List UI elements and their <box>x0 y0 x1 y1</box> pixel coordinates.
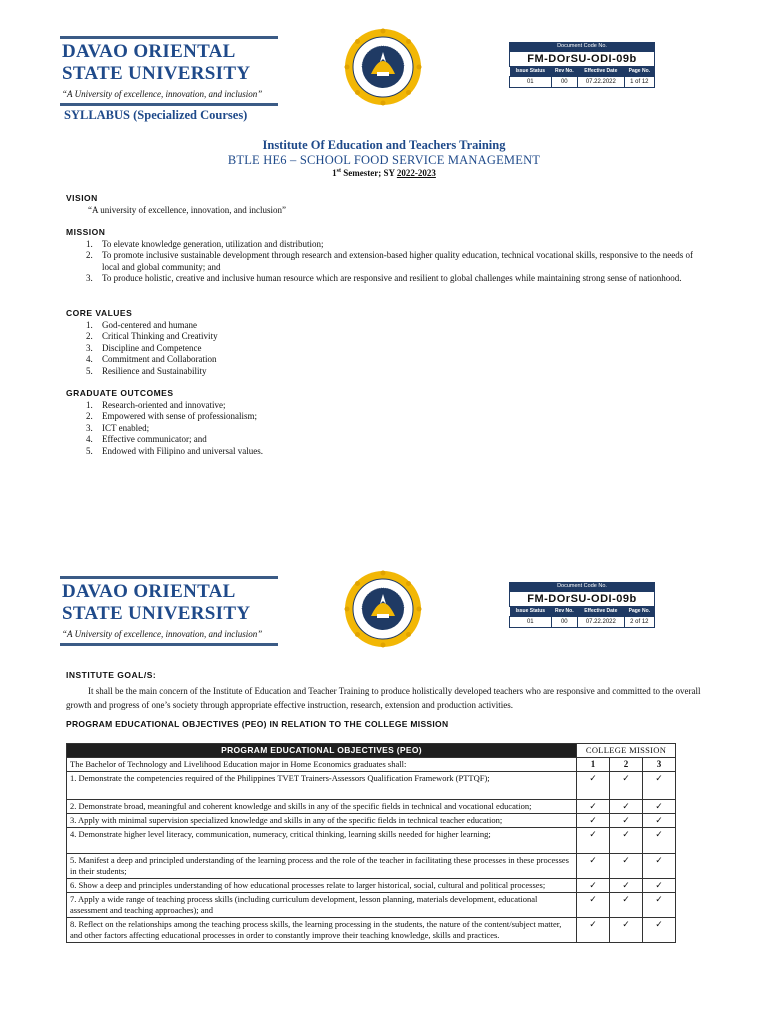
university-motto: “A University of excellence, innovation, and inclusion” <box>62 89 263 99</box>
university-motto: “A University of excellence, innovation, and inclusion” <box>62 629 263 639</box>
check-mark: ✓ <box>577 918 610 943</box>
core-values-section <box>66 308 706 377</box>
mission-col-3: 3 <box>643 758 676 772</box>
semester-line <box>0 168 768 178</box>
semester-number: 1 <box>332 168 337 178</box>
list-item: 3. Discipline and Competence <box>86 342 202 353</box>
vision-section <box>66 193 706 216</box>
check-mark: ✓ <box>643 918 676 943</box>
document-code-box <box>509 582 655 628</box>
list-item: 2. Critical Thinking and Creativity <box>86 331 218 341</box>
issue-status-value: 01 <box>510 616 552 627</box>
institute-goal-text: It shall be the main concern of the Institute of Education and Teacher Training to produce holistically developed teachers who are responsive and committed to the overall growth and progress of one’s society through appropriate effective instruction, research, extension and production activities. <box>66 685 701 710</box>
check-mark: ✓ <box>610 879 643 893</box>
university-block <box>60 576 278 646</box>
check-mark: ✓ <box>610 828 643 854</box>
institute-goal-section <box>66 670 706 712</box>
check-mark: ✓ <box>577 879 610 893</box>
mission-col-1: 1 <box>577 758 610 772</box>
document-status-table <box>509 67 655 88</box>
semester-suffix: st <box>336 168 341 174</box>
effective-date-value: 07.22.2022 <box>577 76 624 87</box>
table-row <box>67 893 676 918</box>
mission-col-2: 2 <box>610 758 643 772</box>
rev-no-header: Rev No. <box>551 67 577 76</box>
check-mark: ✓ <box>610 893 643 918</box>
mission-heading: MISSION <box>66 227 106 237</box>
list-item: 5. Resilience and Sustainability <box>86 365 207 376</box>
issue-status-header: Issue Status <box>510 607 552 616</box>
table-header-row <box>67 744 676 758</box>
page-no-header: Page No. <box>624 607 654 616</box>
list-item: 1. Research-oriented and innovative; <box>86 399 226 410</box>
mission-list <box>86 239 706 285</box>
check-mark: ✓ <box>643 893 676 918</box>
check-mark: ✓ <box>610 800 643 814</box>
syllabus-label: SYLLABUS (Specialized Courses) <box>64 108 248 122</box>
table-row <box>67 828 676 854</box>
rev-no-value: 00 <box>551 76 577 87</box>
page-no-header: Page No. <box>624 67 654 76</box>
semester-text: Semester; SY <box>340 168 397 178</box>
effective-date-header: Effective Date <box>577 607 624 616</box>
peo-table <box>66 743 676 943</box>
check-mark: ✓ <box>643 854 676 879</box>
list-item: 1. To elevate knowledge generation, utilization and distribution; <box>86 238 324 249</box>
check-mark: ✓ <box>577 814 610 828</box>
university-block <box>60 36 278 106</box>
table-row <box>67 758 676 772</box>
check-mark: ✓ <box>610 854 643 879</box>
page2-header <box>0 540 768 660</box>
document-code-box <box>509 42 655 88</box>
check-mark: ✓ <box>610 772 643 800</box>
list-item: 2. To promote inclusive sustainable development through research and extension-based higher quality education, technical vocational skills, responsive to the needs of local and global community; and <box>86 250 693 272</box>
table-row <box>67 918 676 943</box>
check-mark: ✓ <box>643 828 676 854</box>
list-item: 5. Endowed with Filipino and universal values. <box>86 445 263 456</box>
list-item: 3. To produce holistic, creative and inclusive human resource which are responsive and resilient to global challenges while maintaining strong sense of nationhood. <box>86 273 682 283</box>
check-mark: ✓ <box>643 879 676 893</box>
list-item: 2. Empowered with sense of professionalism; <box>86 411 257 421</box>
graduate-outcomes-list <box>86 400 706 458</box>
issue-status-value: 01 <box>510 76 552 87</box>
peo-item: 7. Apply a wide range of teaching process skills (including curriculum development, lesson planning, materials development, educational assessment and teaching approaches); and <box>67 893 577 918</box>
school-year: 2022-2023 <box>396 168 436 178</box>
check-mark: ✓ <box>610 814 643 828</box>
course-title: BTLE HE6 – SCHOOL FOOD SERVICE MANAGEMENT <box>227 153 541 167</box>
university-name-line2: STATE UNIVERSITY <box>62 63 251 84</box>
college-mission-header: COLLEGE MISSION <box>577 744 676 758</box>
effective-date-header: Effective Date <box>577 67 624 76</box>
core-values-list <box>86 320 706 378</box>
university-name-line1: DAVAO ORIENTAL <box>62 41 236 62</box>
table-row <box>67 772 676 800</box>
peo-item: 5. Manifest a deep and principled understanding of the learning process and the role of the teacher in facilitating these processes in these processes in their students; <box>67 854 577 879</box>
check-mark: ✓ <box>577 893 610 918</box>
university-name-line1: DAVAO ORIENTAL <box>62 581 236 602</box>
list-item: 3. ICT enabled; <box>86 422 150 433</box>
peo-item: 2. Demonstrate broad, meaningful and coherent knowledge and skills in any of the specific fields in technical and vocational education; <box>67 800 577 814</box>
check-mark: ✓ <box>577 800 610 814</box>
page1-header <box>0 0 768 120</box>
vision-text: “A university of excellence, innovation, and inclusion” <box>88 204 286 215</box>
document-code-value: FM-DOrSU-ODI-09b <box>509 591 655 607</box>
university-name-line2: STATE UNIVERSITY <box>62 603 251 624</box>
page-no-value: 1 of 12 <box>624 76 654 87</box>
institute-name: Institute Of Education and Teachers Training <box>262 138 506 152</box>
check-mark: ✓ <box>643 772 676 800</box>
check-mark: ✓ <box>577 772 610 800</box>
table-row <box>67 879 676 893</box>
university-seal-logo <box>344 28 422 106</box>
check-mark: ✓ <box>643 800 676 814</box>
peo-item: 3. Apply with minimal supervision specialized knowledge and skills in any of the specific fields in technical teacher education; <box>67 814 577 828</box>
check-mark: ✓ <box>643 814 676 828</box>
peo-item: 8. Reflect on the relationships among the teaching process skills, the learning processing in the students, the nature of the content/subject matter, and other factors affecting educational processes in order to constantly improve their teaching knowledge, skills and practices. <box>67 918 577 943</box>
graduate-outcomes-heading: GRADUATE OUTCOMES <box>66 388 174 398</box>
document-code-label: Document Code No. <box>509 42 655 51</box>
list-item: 4. Effective communicator; and <box>86 434 207 444</box>
university-seal-logo <box>344 570 422 648</box>
check-mark: ✓ <box>577 828 610 854</box>
peo-title: PROGRAM EDUCATIONAL OBJECTIVES (PEO) IN RELATION TO THE COLLEGE MISSION <box>66 719 449 729</box>
table-row <box>67 854 676 879</box>
rev-no-header: Rev No. <box>551 607 577 616</box>
peo-item: 6. Show a deep and principles understanding of how educational processes relate to larger historical, social, cultural and political processes; <box>67 879 577 893</box>
document-code-label: Document Code No. <box>509 582 655 591</box>
peo-item: 1. Demonstrate the competencies required of the Philippines TVET Trainers-Assessors Qualification Framework (PTTQF); <box>67 772 577 800</box>
peo-intro: The Bachelor of Technology and Livelihood Education major in Home Economics graduates shall: <box>67 758 577 772</box>
core-values-heading: CORE VALUES <box>66 308 133 318</box>
graduate-outcomes-section <box>66 388 706 457</box>
list-item: 1. God-centered and humane <box>86 319 197 330</box>
vision-heading: VISION <box>66 193 98 203</box>
document-status-table <box>509 607 655 628</box>
table-row <box>67 814 676 828</box>
page-no-value: 2 of 12 <box>624 616 654 627</box>
mission-section <box>66 227 706 285</box>
table-row <box>67 800 676 814</box>
document-code-value: FM-DOrSU-ODI-09b <box>509 51 655 67</box>
peo-item: 4. Demonstrate higher level literacy, communication, numeracy, critical thinking, learning skills needed for higher learning; <box>67 828 577 854</box>
check-mark: ✓ <box>577 854 610 879</box>
course-title-block <box>0 138 768 178</box>
check-mark: ✓ <box>610 918 643 943</box>
institute-goal-heading: INSTITUTE GOAL/S: <box>66 670 157 680</box>
issue-status-header: Issue Status <box>510 67 552 76</box>
peo-column-header: PROGRAM EDUCATIONAL OBJECTIVES (PEO) <box>67 744 577 758</box>
list-item: 4. Commitment and Collaboration <box>86 354 217 364</box>
rev-no-value: 00 <box>551 616 577 627</box>
effective-date-value: 07.22.2022 <box>577 616 624 627</box>
